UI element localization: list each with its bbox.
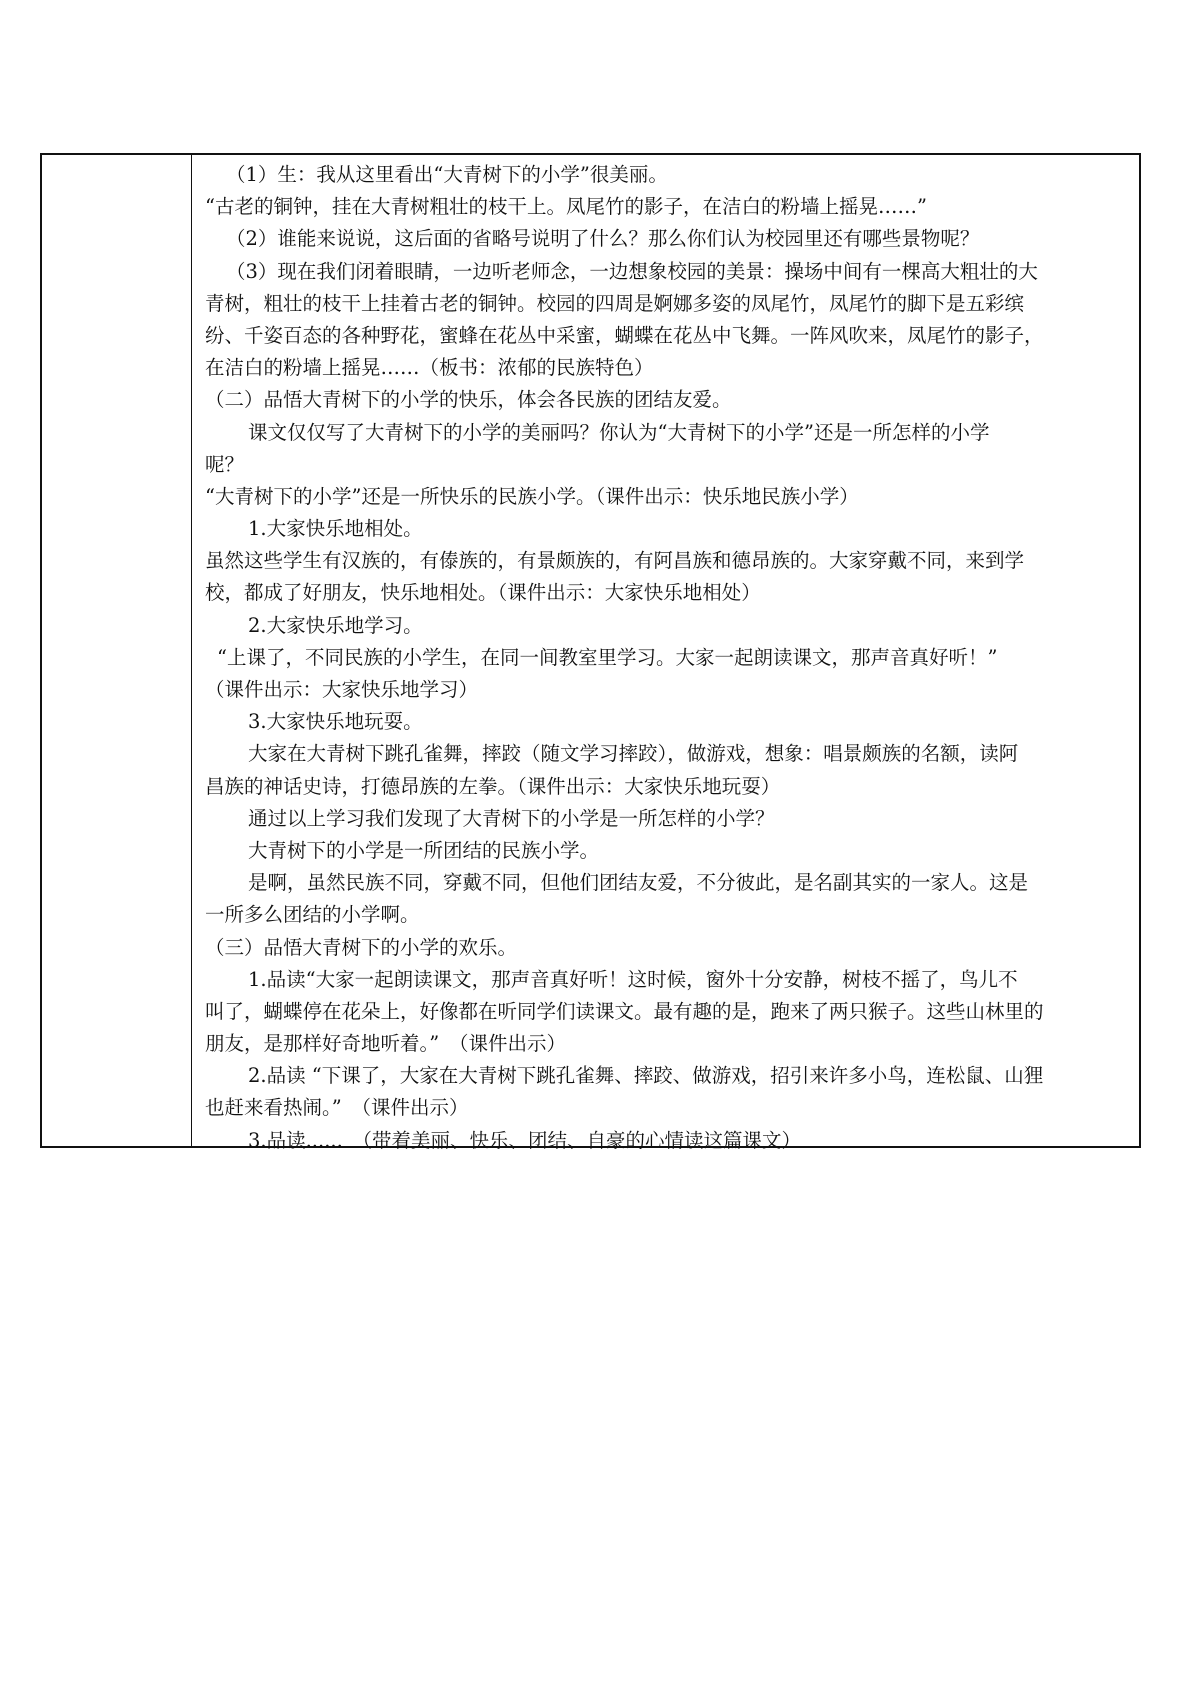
text-line: （1）生：我从这里看出“大青树下的小学”很美丽。 <box>226 163 668 186</box>
text-line: 2.品读 “下课了，大家在大青树下跳孔雀舞、摔跤、做游戏，招引来许多小鸟，连松鼠、山狸 <box>248 1064 1044 1088</box>
text-line: 3.大家快乐地玩耍。 <box>248 710 423 734</box>
text-line: 通过以上学习我们发现了大青树下的小学是一所怎样的小学？ <box>248 806 775 830</box>
text-line: 呢？ <box>205 452 245 476</box>
text-line: （3）现在我们闭着眼睛，一边听老师念，一边想象校园的美景：操场中间有一棵高大粗壮的大 <box>226 259 1038 283</box>
text-line: “上课了，不同民族的小学生，在同一间教室里学习。大家一起朗读课文，那声音真好听！” <box>217 645 998 669</box>
text-line: 大青树下的小学是一所团结的民族小学。 <box>248 838 600 862</box>
text-line: 昌族的神话史诗，打德昂族的左拳。（课件出示：大家快乐地玩耍） <box>205 774 781 798</box>
text-line: 3.品读...... （带着美丽、快乐、团结、自豪的心情读这篇课文） <box>248 1128 802 1152</box>
text-line: 在洁白的粉墙上摇晃……（板书：浓郁的民族特色） <box>205 356 654 380</box>
text-line: 青树，粗壮的枝干上挂着古老的铜钟。校园的四周是婀娜多姿的凤尾竹，凤尾竹的脚下是五彩缤 <box>205 291 1025 315</box>
table-left-cell <box>42 155 192 1146</box>
text-line: 校，都成了好朋友，快乐地相处。（课件出示：大家快乐地相处） <box>205 581 761 605</box>
text-line: 纷、千姿百态的各种野花，蜜蜂在花丛中采蜜，蝴蝶在花丛中飞舞。一阵风吹来，凤尾竹的影子， <box>205 323 1044 347</box>
text-line: 朋友，是那样好奇地听着。” （课件出示） <box>205 1032 566 1056</box>
text-line: （2）谁能来说说，这后面的省略号说明了什么？那么你们认为校园里还有哪些景物呢？ <box>226 227 980 251</box>
text-line: 1.品读“大家一起朗读课文，那声音真好听！这时候，窗外十分安静，树枝不摇了，鸟儿不 <box>248 967 1018 991</box>
section-heading: （三）品悟大青树下的小学的欢乐。 <box>205 935 518 959</box>
text-line: “古老的铜钟，挂在大青树粗壮的枝干上。凤尾竹的影子，在洁白的粉墙上摇晃……” <box>205 195 927 219</box>
section-heading: （二）品悟大青树下的小学的快乐，体会各民族的团结友爱。 <box>205 388 732 412</box>
text-line: 一所多么团结的小学啊。 <box>205 903 420 927</box>
table-content-cell <box>192 155 1139 1152</box>
text-line: 课文仅仅写了大青树下的小学的美丽吗？你认为“大青树下的小学”还是一所怎样的小学 <box>248 420 990 444</box>
text-line: 也赶来看热闹。” （课件出示） <box>205 1096 469 1120</box>
text-line: （课件出示：大家快乐地学习） <box>205 678 479 701</box>
text-line: 虽然这些学生有汉族的，有傣族的，有景颇族的，有阿昌族和德昂族的。大家穿戴不同，来到学 <box>205 549 1025 573</box>
text-line: 是啊，虽然民族不同，穿戴不同，但他们团结友爱，不分彼此，是名副其实的一家人。这是 <box>248 871 1029 895</box>
text-line: 2.大家快乐地学习。 <box>248 613 423 637</box>
text-line: 1.大家快乐地相处。 <box>248 517 423 541</box>
text-line: 大家在大青树下跳孔雀舞，摔跤（随文学习摔跤），做游戏，想象：唱景颇族的名额，读阿 <box>248 742 1019 766</box>
text-line: 叫了，蝴蝶停在花朵上，好像都在听同学们读课文。最有趣的是，跑来了两只猴子。这些山林里的 <box>205 999 1044 1023</box>
lesson-table <box>40 153 1141 1152</box>
text-line: “大青树下的小学”还是一所快乐的民族小学。（课件出示：快乐地民族小学） <box>205 484 859 508</box>
